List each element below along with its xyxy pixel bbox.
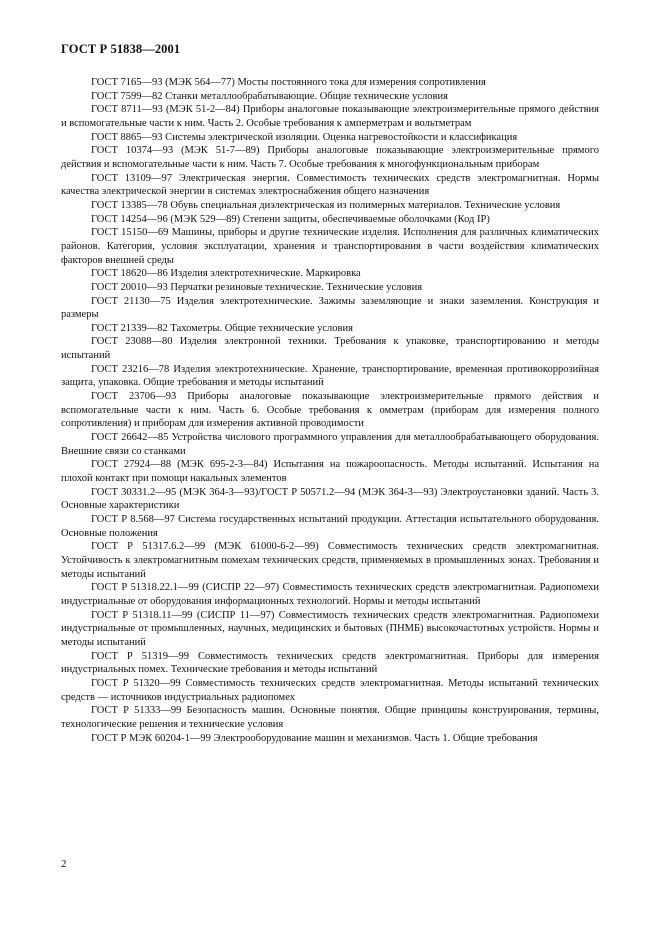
page-header-standard-id: ГОСТ Р 51838—2001 [61, 42, 181, 56]
reference-item: ГОСТ Р 51318.11—99 (СИСПР 11—97) Совместимость технических средств электромагнитная. Радиопомехи индустриальные от промышленных, научных, медицинских и бытовых (ПНМБ) высокочастотных устройств. Нормы и методы испытаний [61, 609, 599, 648]
reference-item: ГОСТ 21130—75 Изделия электротехнические. Зажимы заземляющие и знаки заземления. Конструкция и размеры [61, 295, 599, 321]
reference-item: ГОСТ Р 51320—99 Совместимость технических средств электромагнитная. Методы испытаний технических средств — источников индустриальных радиопомех [61, 677, 599, 703]
reference-item: ГОСТ Р МЭК 60204-1—99 Электрооборудование машин и механизмов. Часть 1. Общие требования [91, 732, 538, 744]
reference-item: ГОСТ 23706—93 Приборы аналоговые показывающие электроизмерительные прямого действия и вспомогательные части к ним. Часть 6. Особые требования к омметрам (приборам для измерения полного сопротивления) и приборам для измерения активной проводимости [61, 391, 599, 430]
page-number: 2 [61, 858, 67, 870]
reference-item: ГОСТ 18620—86 Изделия электротехнические. Маркировка [91, 268, 361, 280]
reference-item: ГОСТ 14254—96 (МЭК 529—89) Степени защиты, обеспечиваемые оболочками (Код IP) [91, 213, 490, 225]
reference-item: ГОСТ 8865—93 Системы электрической изоляции. Оценка нагревостойкости и классификация [91, 131, 518, 143]
reference-item: ГОСТ 21339—82 Тахометры. Общие технические условия [91, 322, 353, 334]
normative-references-list [61, 76, 599, 745]
reference-item: ГОСТ 27924—88 (МЭК 695-2-3—84) Испытания на пожароопасность. Методы испытаний. Испытания на плохой контакт при помощи накальных элементов [61, 459, 599, 485]
reference-item: ГОСТ 13109—97 Электрическая энергия. Совместимость технических средств электромагнитная. Нормы качества электрической энергии в системах электроснабжения общего назначения [61, 172, 599, 198]
reference-item: ГОСТ 30331.2—95 (МЭК 364-3—93)/ГОСТ Р 50571.2—94 (МЭК 364-3—93) Электроустановки зданий. Часть 3. Основные характеристики [61, 486, 599, 512]
reference-item: ГОСТ 15150—69 Машины, приборы и другие технические изделия. Исполнения для различных климатических районов. Категория, условия эксплуатации, хранения и транспортирования в части воздействия климатических факторов внешней среды [61, 227, 599, 266]
reference-item: ГОСТ 10374—93 (МЭК 51-7—89) Приборы аналоговые показывающие электроизмерительные прямого действия и вспомогательные части к ним. Часть 7. Особые требования к многофункциональным приборам [61, 145, 599, 170]
reference-item: ГОСТ 20010—93 Перчатки резиновые технические. Технические условия [91, 281, 423, 293]
reference-item: ГОСТ 23216—78 Изделия электротехнические. Хранение, транспортирование, временная противокоррозийная защита, упаковка. Общие требования и методы испытаний [61, 363, 599, 389]
reference-item: ГОСТ 26642—85 Устройства числового программного управления для металлообрабатывающего оборудования. Внешние связи со станками [61, 432, 599, 457]
reference-item: ГОСТ 13385—78 Обувь специальная диэлектрическая из полимерных материалов. Технические условия [91, 199, 561, 211]
reference-item: ГОСТ Р 8.568—97 Система государственных испытаний продукции. Аттестация испытательного оборудования. Основные положения [61, 514, 599, 539]
reference-item: ГОСТ Р 51318.22.1—99 (СИСПР 22—97) Совместимость технических средств электромагнитная. Радиопомехи индустриальные от оборудования информационных технологий. Нормы и методы испытаний [61, 582, 599, 607]
reference-item: ГОСТ Р 51333—99 Безопасность машин. Основные понятия. Общие принципы конструирования, термины, технологические решения и технические условия [61, 705, 599, 730]
reference-item: ГОСТ 23088—80 Изделия электронной техники. Требования к упаковке, транспортированию и методы испытаний [61, 336, 599, 362]
reference-item: ГОСТ 7165—93 (МЭК 564—77) Мосты постоянного тока для измерения сопротивления [91, 77, 486, 88]
reference-item: ГОСТ 7599—82 Станки металлообрабатывающие. Общие технические условия [91, 90, 448, 102]
reference-item: ГОСТ Р 51319—99 Совместимость технических средств электромагнитная. Приборы для измерения индустриальных помех. Технические требования и методы испытаний [61, 650, 599, 676]
reference-item: ГОСТ 8711—93 (МЭК 51-2—84) Приборы аналоговые показывающие электроизмерительные прямого действия и вспомогательные части к ним. Часть 2. Особые требования к амперметрам и вольтметрам [61, 104, 599, 129]
reference-item: ГОСТ Р 51317.6.2—99 (МЭК 61000-6-2—99) Совместимость технических средств электромагнитная. Устойчивость к электромагнитным помехам технических средств, применяемых в промышленных зонах. Требования и методы испытаний [61, 541, 599, 580]
